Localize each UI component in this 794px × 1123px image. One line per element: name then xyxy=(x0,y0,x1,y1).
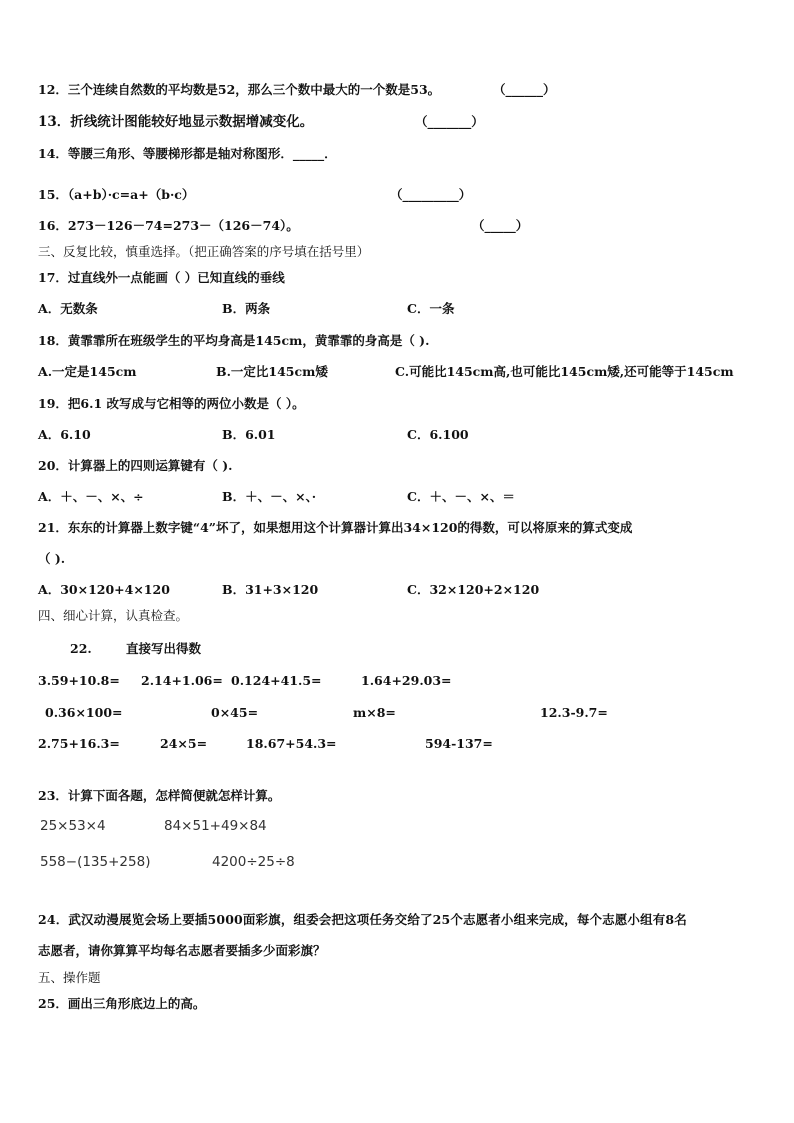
answer-blank-15[interactable]: （_________） xyxy=(390,187,472,202)
q17-option-b[interactable]: B．两条 xyxy=(222,301,271,316)
question-20: 20．计算器上的四则运算键有（ ). xyxy=(38,458,233,473)
question-25: 25．画出三角形底边上的高。 xyxy=(38,996,206,1011)
q23-expr: 84×51+49×84 xyxy=(164,818,267,834)
question-23: 23．计算下面各题，怎样简便就怎样计算。 xyxy=(38,788,281,803)
question-24-line2: 志愿者，请你算算平均每名志愿者要插多少面彩旗？ xyxy=(38,943,326,958)
q22-expr: 0.124+41.5= xyxy=(231,673,322,688)
q17-option-a[interactable]: A．无数条 xyxy=(38,301,98,316)
q19-option-a[interactable]: A．6.10 xyxy=(38,427,91,442)
question-19: 19．把6.1 改写成与它相等的两位小数是（ ）。 xyxy=(38,396,305,411)
question-16: 16．273－126－74=273－（126－74）。 xyxy=(38,218,299,233)
q22-expr: 3.59+10.8= xyxy=(38,673,120,688)
question-13: 13．折线统计图能较好地显示数据增减变化。 xyxy=(38,114,314,130)
answer-blank-16[interactable]: （_____） xyxy=(472,218,529,233)
question-21: 21．东东的计算器上数字键“4”坏了，如果想用这个计算器计算出34×120的得数，可以将原来的算式变成 xyxy=(38,520,633,535)
q21-option-a[interactable]: A．30×120+4×120 xyxy=(38,582,170,597)
q20-option-c[interactable]: C．＋、－、×、＝ xyxy=(407,489,515,504)
question-15: 15．（a+b）·c=a+（b·c） xyxy=(38,187,195,202)
q23-expr: 558−(135+258) xyxy=(40,854,151,870)
q21-option-b[interactable]: B．31+3×120 xyxy=(222,582,319,597)
q18-option-b[interactable]: B.一定比145cm矮 xyxy=(216,364,328,379)
answer-blank-12[interactable]: （______） xyxy=(493,82,556,97)
question-21-bracket: （ ). xyxy=(38,551,66,566)
q18-option-c[interactable]: C.可能比145cm高,也可能比145cm矮,还可能等于145cm xyxy=(395,364,734,379)
answer-blank-13[interactable]: （_______） xyxy=(415,114,484,129)
q22-expr: 0×45= xyxy=(211,705,259,720)
q17-option-c[interactable]: C．一条 xyxy=(407,301,455,316)
q22-expr: 2.14+1.06= xyxy=(141,673,223,688)
q23-expr: 25×53×4 xyxy=(40,818,106,834)
q22-expr: m×8= xyxy=(353,705,396,720)
question-24: 24．武汉动漫展览会场上要插5000面彩旗，组委会把这项任务交给了25个志愿者小组来完成，每个志愿小组有8名 xyxy=(38,912,687,927)
q22-expr: 0.36×100= xyxy=(45,705,123,720)
section-4-title: 四、细心计算，认真检查。 xyxy=(38,608,189,623)
q19-option-b[interactable]: B．6.01 xyxy=(222,427,276,442)
q22-expr: 1.64+29.03= xyxy=(361,673,452,688)
q22-expr: 24×5= xyxy=(160,736,208,751)
question-12: 12．三个连续自然数的平均数是52，那么三个数中最大的一个数是53。 xyxy=(38,82,441,97)
q22-expr: 12.3-9.7= xyxy=(540,705,608,720)
q23-expr: 4200÷25÷8 xyxy=(212,854,295,870)
question-22-title: 直接写出得数 xyxy=(126,641,202,656)
q20-option-b[interactable]: B．＋、－、×、· xyxy=(222,489,317,504)
q20-option-a[interactable]: A．＋、－、×、÷ xyxy=(38,489,144,504)
question-17: 17．过直线外一点能画（ ）已知直线的垂线 xyxy=(38,270,285,285)
q22-expr: 594-137= xyxy=(425,736,493,751)
section-5-title: 五、操作题 xyxy=(38,970,101,985)
question-18: 18．黄霏霏所在班级学生的平均身高是145cm，黄霏霏的身高是（ ). xyxy=(38,333,430,348)
q18-option-a[interactable]: A.一定是145cm xyxy=(38,364,137,379)
section-3-title: 三、反复比较，慎重选择。（把正确答案的序号填在括号里） xyxy=(38,244,370,259)
question-22-number: 22. xyxy=(70,641,92,656)
q21-option-c[interactable]: C．32×120+2×120 xyxy=(407,582,540,597)
q22-expr: 2.75+16.3= xyxy=(38,736,120,751)
question-14: 14．等腰三角形、等腰梯形都是轴对称图形．_____． xyxy=(38,146,337,161)
q19-option-c[interactable]: C．6.100 xyxy=(407,427,469,442)
q22-expr: 18.67+54.3= xyxy=(246,736,337,751)
